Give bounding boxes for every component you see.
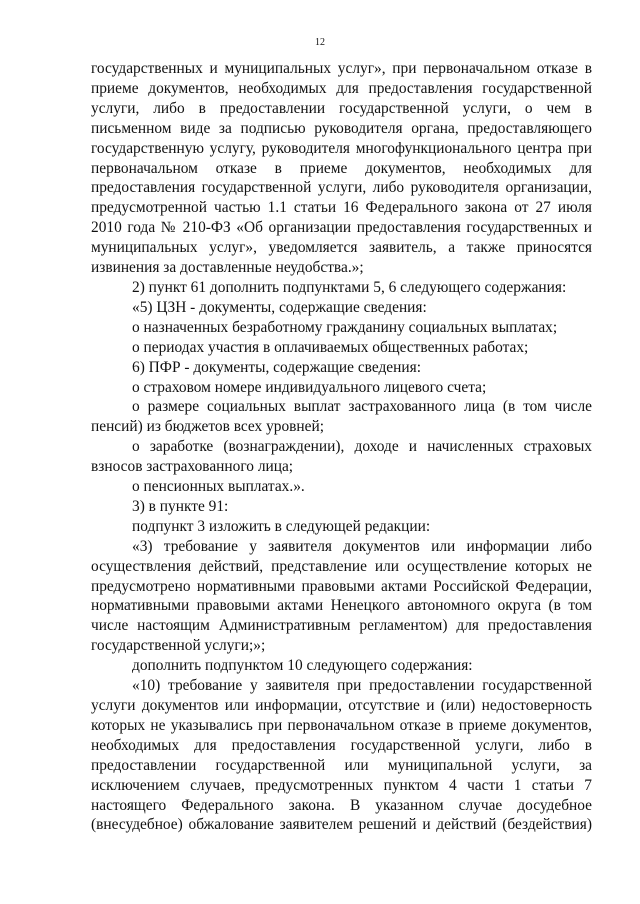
paragraph-subitem-6: 6) ПФР - документы, содержащие сведения:: [132, 358, 421, 376]
paragraph-unemployment-payments: о назначенных безработному гражданину социальных выплатах;: [132, 318, 558, 336]
paragraph-continuation: государственных и муниципальных услуг», при первоначальном отказе в приеме документов, необходимых для предоставления государственной услуги, либо в предоставлении государственной услуги, о чем в письменном виде за подписью руководителя органа, предоставляющего государственную услугу, руководителя многофункционального центра при первоначальном отказе в приеме документов, необходимых для предоставления государственной услуги, либо руководителя организации, предусмотренной частью 1.1 статьи 16 Федерального закона от 27 июля 2010 года № 210-ФЗ «Об организации предоставления государственных и муниципальных услуг», уведомляется заявитель, а также приносятся извинения за доставленные неудобства.»;: [91, 60, 592, 277]
paragraph-subitem-10-text: «10) требование у заявителя при предоставлении государственной услуги документов или информации, отсутствие и (или) недостоверность которых не указывались при первоначальном отказе в приеме документов, необходимых для предоставления государственной услуги, либо в предоставлении государственной или муниципальной услуги, за исключением случаев, предусмотренных пунктом 4 части 1 статьи 7 настоящего Федерального закона. В указанном случае досудебное (внесудебное) обжалование заявителем решений и действий (бездействия): [91, 677, 592, 834]
paragraph-public-works: о периодах участия в оплачиваемых общественных работах;: [132, 338, 529, 356]
paragraph-subitem-3-text: «3) требование у заявителя документов или информации либо осуществления действий, представление или осуществление которых не предусмотрено нормативными правовыми актами Российской Федерации, нормативными правовыми актами Ненецкого автономного округа (в том числе настоящим Административным регламентом) для предоставления государственной услуги;»;: [91, 537, 592, 655]
paragraph-pension-payments: о пенсионных выплатах.».: [132, 478, 305, 496]
paragraph-item-3: 3) в пункте 91:: [132, 497, 229, 515]
paragraph-item-2: 2) пункт 61 дополнить подпунктами 5, 6 следующего содержания:: [132, 278, 567, 296]
paragraph-subitem-3-intro: подпункт 3 изложить в следующей редакции:: [132, 517, 431, 535]
paragraph-snils: о страховом номере индивидуального лицевого счета;: [132, 378, 487, 396]
paragraph-subitem-10-intro: дополнить подпунктом 10 следующего содержания:: [132, 657, 473, 675]
page-number: 12: [315, 37, 325, 48]
paragraph-earnings: о заработке (вознаграждении), доходе и начисленных страховых взносов застрахованного лица;: [91, 438, 592, 476]
document-body: [91, 59, 592, 835]
paragraph-subitem-5: «5) ЦЗН - документы, содержащие сведения:: [132, 298, 427, 316]
paragraph-social-payments: о размере социальных выплат застрахованного лица (в том числе пенсий) из бюджетов всех уровней;: [91, 398, 592, 436]
